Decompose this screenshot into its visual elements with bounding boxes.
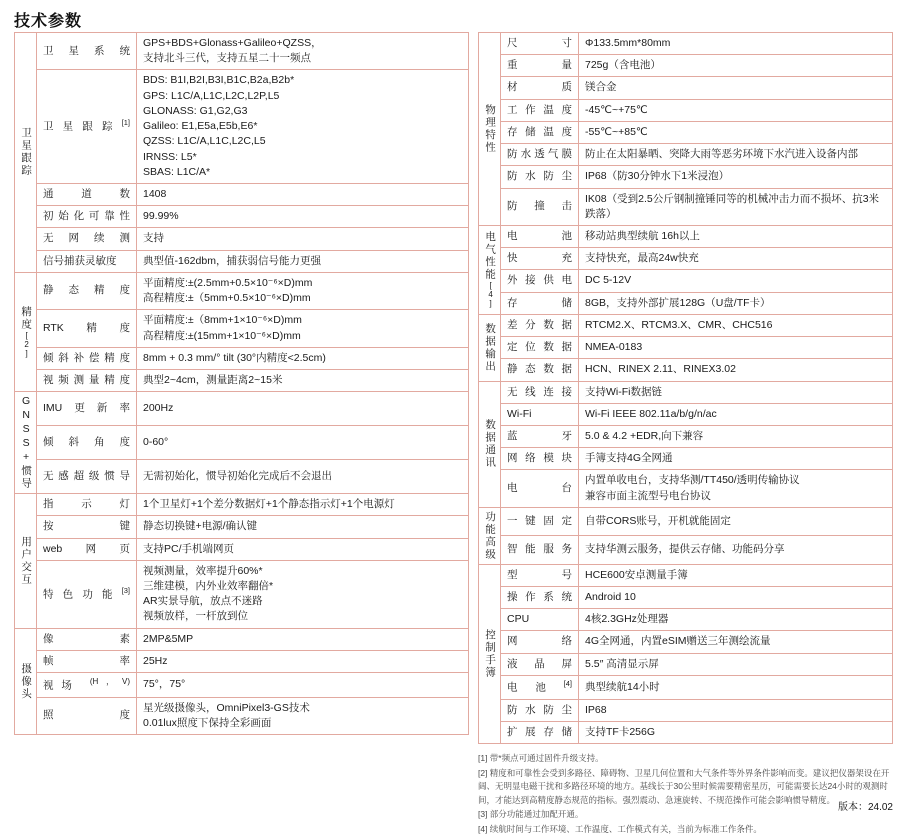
footnote-line: [4] 续航时间与工作环境、工作温度、工作模式有关，当前为标准工作条件。 (478, 824, 762, 835)
spec-label: RTK精度 (37, 310, 137, 347)
spec-value: 25Hz (137, 650, 469, 672)
spec-label: 型号 (501, 564, 579, 586)
spec-label: 蓝牙 (501, 425, 579, 447)
table-row (15, 183, 469, 205)
spec-value: NMEA-0183 (579, 337, 893, 359)
spec-value: 5.0 & 4.2 +EDR,向下兼容 (579, 425, 893, 447)
spec-value: 支持华测云服务，提供云存储、功能码分享 (579, 536, 893, 565)
table-row (479, 609, 893, 631)
spec-value: 镁合金 (579, 77, 893, 99)
table-row (479, 631, 893, 653)
table-row (15, 70, 469, 184)
spec-label: 快充 (501, 248, 579, 270)
spec-label: 存储 (501, 292, 579, 314)
spec-label: 无感超级惯导 (37, 460, 137, 494)
spec-value: 支持快充，最高24w快充 (579, 248, 893, 270)
spec-group-label: 控制手簿 (479, 564, 501, 743)
spec-value: 2MP&5MP (137, 628, 469, 650)
table-row (479, 587, 893, 609)
table-row (479, 33, 893, 55)
table-row (15, 516, 469, 538)
table-row (479, 675, 893, 699)
spec-value: 防止在太阳暴晒、突降大雨等恶劣环境下水汽进入设备内部 (579, 144, 893, 166)
spec-value: 725g（含电池） (579, 55, 893, 77)
spec-label: CPU (501, 609, 579, 631)
table-row (479, 121, 893, 143)
spec-value: 支持 (137, 228, 469, 250)
spec-value: 支持TF卡256G (579, 721, 893, 743)
spec-value: 75°，75° (137, 673, 469, 698)
spec-label: 扩展存储 (501, 721, 579, 743)
spec-label: 防撞击 (501, 188, 579, 225)
spec-value: 自带CORS账号，开机就能固定 (579, 507, 893, 536)
spec-value: 4G全网通，内置eSIM赠送三年测绘流量 (579, 631, 893, 653)
left-spec-column (14, 32, 469, 735)
spec-value: 典型值-162dbm，捕获弱信号能力更强 (137, 250, 469, 272)
spec-label: web网页 (37, 538, 137, 560)
table-row (479, 699, 893, 721)
spec-value: 典型续航14小时 (579, 675, 893, 699)
spec-value: Android 10 (579, 587, 893, 609)
spec-value: -45℃~+75℃ (579, 99, 893, 121)
table-row (15, 369, 469, 391)
spec-label: 存储温度 (501, 121, 579, 143)
spec-value: 8GB，支持外部扩展128G（U盘/TF卡） (579, 292, 893, 314)
spec-group-label: 数据输出 (479, 314, 501, 381)
table-row (15, 310, 469, 347)
spec-value: 星光级摄像头，OmniPixel3-GS技术 0.01lux照度下保持全彩画面 (137, 697, 469, 734)
spec-label: 卫星系统 (37, 33, 137, 70)
spec-value: 视频测量，效率提升60%* 三维建模，内外业效率翻倍* AR实景导航，放点不迷路 视频放样，一杆放到位 (137, 560, 469, 628)
spec-label: 网络模块 (501, 448, 579, 470)
spec-group-label: 物理特性 (479, 33, 501, 226)
spec-label: 差分数据 (501, 314, 579, 336)
spec-label: 尺寸 (501, 33, 579, 55)
table-row (15, 33, 469, 70)
spec-group-label: 功能高级 (479, 507, 501, 564)
spec-label: 倾斜补偿精度 (37, 347, 137, 369)
spec-label: 重量 (501, 55, 579, 77)
spec-label: 卫星跟踪[1] (37, 70, 137, 184)
table-row (479, 292, 893, 314)
table-row (479, 188, 893, 225)
spec-value: 0-60° (137, 426, 469, 460)
table-row (479, 507, 893, 536)
spec-label: 液晶屏 (501, 653, 579, 675)
spec-value: DC 5-12V (579, 270, 893, 292)
spec-label: 视场 $^{(H,V)}$ (37, 673, 137, 698)
spec-group-label: 卫星跟踪 (15, 33, 37, 273)
spec-value: 平面精度:±（8mm+1×10⁻⁶×D)mm 高程精度:±(15mm+1×10⁻⁶×D)mm (137, 310, 469, 347)
spec-value: Φ133.5mm*80mm (579, 33, 893, 55)
spec-label: 电池[4] (501, 675, 579, 699)
left-spec-table (14, 32, 469, 735)
spec-value: 支持PC/手机端网页 (137, 538, 469, 560)
spec-value: 典型2~4cm，测量距离2~15米 (137, 369, 469, 391)
spec-value: 1个卫星灯+1个差分数据灯+1个静态指示灯+1个电源灯 (137, 494, 469, 516)
spec-label: 无网续测 (37, 228, 137, 250)
spec-label: 指示灯 (37, 494, 137, 516)
spec-value: 移动站典型续航 16h以上 (579, 225, 893, 247)
spec-label: 材质 (501, 77, 579, 99)
spec-value: 内置单收电台，支持华测/TT450/透明传输协议 兼容市面主流型号电台协议 (579, 470, 893, 507)
spec-label: 视频测量精度 (37, 369, 137, 391)
table-row (479, 77, 893, 99)
spec-group-label: 用户交互 (15, 494, 37, 629)
table-row (15, 673, 469, 698)
table-row (15, 460, 469, 494)
spec-value: -55℃~+85℃ (579, 121, 893, 143)
spec-label: 特色功能[3] (37, 560, 137, 628)
spec-label: 静态精度 (37, 272, 137, 309)
spec-label: 外接供电 (501, 270, 579, 292)
spec-label: 操作系统 (501, 587, 579, 609)
table-row (479, 448, 893, 470)
spec-label: Wi-Fi (501, 403, 579, 425)
spec-value: 无需初始化，惯导初始化完成后不会退出 (137, 460, 469, 494)
table-row (15, 272, 469, 309)
table-row (479, 653, 893, 675)
right-spec-column (478, 32, 893, 838)
spec-label: 防水防尘 (501, 699, 579, 721)
spec-label: 初始化可靠性 (37, 206, 137, 228)
table-row (479, 225, 893, 247)
table-row (15, 228, 469, 250)
spec-label: 防水防尘 (501, 166, 579, 188)
table-row (479, 359, 893, 381)
table-row (15, 392, 469, 426)
footnote-line: [1] 带*频点可通过固件升级支持。 (478, 753, 604, 764)
spec-value: GPS+BDS+Glonass+Galileo+QZSS， 支持北斗三代，支持五星二十一频点 (137, 33, 469, 70)
table-row (479, 564, 893, 586)
spec-label: 电台 (501, 470, 579, 507)
spec-value: RTCM2.X、RTCM3.X、CMR、CHC516 (579, 314, 893, 336)
table-row (479, 337, 893, 359)
spec-label: 电池 (501, 225, 579, 247)
spec-label: 按键 (37, 516, 137, 538)
table-row (15, 628, 469, 650)
table-row (15, 250, 469, 272)
spec-value: 1408 (137, 183, 469, 205)
table-row (15, 206, 469, 228)
page-title: 技术参数 (14, 13, 83, 30)
right-spec-table (478, 32, 893, 744)
table-row (479, 144, 893, 166)
spec-value: BDS: B1I,B2I,B3I,B1C,B2a,B2b* GPS: L1C/A,L1C,L2C,L2P,L5 GLONASS: G1,G2,G3 Galileo: E1,E5a,E5b,E6* QZSS: L1C/A,L1C,L2C,L5 IRNSS: L5* SBAS: L1C/A* (137, 70, 469, 184)
spec-label: 工作温度 (501, 99, 579, 121)
spec-label: 防水透气膜 (501, 144, 579, 166)
spec-value: IP68 (579, 699, 893, 721)
spec-label: 定位数据 (501, 337, 579, 359)
table-row (479, 536, 893, 565)
footnotes (478, 752, 893, 837)
spec-label: IMU更新率 (37, 392, 137, 426)
footnote-line: [3] 部分功能通过加配开通。 (478, 809, 584, 820)
table-row (479, 270, 893, 292)
table-row (479, 314, 893, 336)
spec-label: 信号捕获灵敏度 (37, 250, 137, 272)
spec-value: Wi-Fi IEEE 802.11a/b/g/n/ac (579, 403, 893, 425)
spec-label: 智能服务 (501, 536, 579, 565)
table-row (479, 425, 893, 447)
table-row (15, 560, 469, 628)
version-label: 版本：24.02 (837, 802, 893, 813)
spec-group-label: 摄像头 (15, 628, 37, 735)
spec-label: 像素 (37, 628, 137, 650)
table-row (479, 55, 893, 77)
spec-value: 平面精度:±(2.5mm+0.5×10⁻⁶×D)mm 高程精度:±（5mm+0.5×10⁻⁶×D)mm (137, 272, 469, 309)
spec-label: 无线连接 (501, 381, 579, 403)
table-row (479, 99, 893, 121)
table-row (479, 721, 893, 743)
spec-value: IP68（防30分钟水下1米浸泡） (579, 166, 893, 188)
spec-value: 4核2.3GHz处理器 (579, 609, 893, 631)
spec-label: 通道数 (37, 183, 137, 205)
table-row (15, 650, 469, 672)
spec-value: HCE600安卓测量手簿 (579, 564, 893, 586)
spec-label: 倾斜角度 (37, 426, 137, 460)
spec-value: HCN、RINEX 2.11、RINEX3.02 (579, 359, 893, 381)
spec-label: 帧率 (37, 650, 137, 672)
table-row (479, 403, 893, 425)
spec-value: 200Hz (137, 392, 469, 426)
table-row (479, 248, 893, 270)
spec-value: 支持Wi-Fi数据链 (579, 381, 893, 403)
spec-group-label: 数据通讯 (479, 381, 501, 507)
table-row (479, 166, 893, 188)
spec-value: 8mm + 0.3 mm/° tilt (30°内精度<2.5cm) (137, 347, 469, 369)
spec-group-label: GNSS+惯导 (15, 392, 37, 494)
spec-value: 5.5″ 高清显示屏 (579, 653, 893, 675)
spec-value: 99.99% (137, 206, 469, 228)
table-row (479, 381, 893, 403)
table-row (15, 538, 469, 560)
spec-label: 一键固定 (501, 507, 579, 536)
footnote-line: [2] 精度和可靠性会受到多路径、障碍物、卫星几何位置和大气条件等外界条件影响而变。建议把仪器架设在开阔、无明显电磁干扰和多路径环境的地方。基线长于30公里时候需要精密星历，可能需要长达24小时的观测时间，才能达到高精度静态规范的指标。强烈震动、急速旋转、不规范操作可能会影响惯导精度。 (478, 767, 890, 805)
spec-value: 静态切换键+电源/确认键 (137, 516, 469, 538)
spec-value: IK08（受到2.5公斤钢制撞锤同等的机械冲击力而不损坏、抗3米跌落） (579, 188, 893, 225)
spec-value: 手簿支持4G全网通 (579, 448, 893, 470)
table-row (15, 347, 469, 369)
spec-label: 照度 (37, 697, 137, 734)
spec-group-label: 电气性能[4] (479, 225, 501, 314)
table-row (15, 426, 469, 460)
spec-label: 静态数据 (501, 359, 579, 381)
spec-group-label: 精度[2] (15, 272, 37, 391)
table-row (15, 697, 469, 734)
table-row (479, 470, 893, 507)
spec-label: 网络 (501, 631, 579, 653)
table-row (15, 494, 469, 516)
